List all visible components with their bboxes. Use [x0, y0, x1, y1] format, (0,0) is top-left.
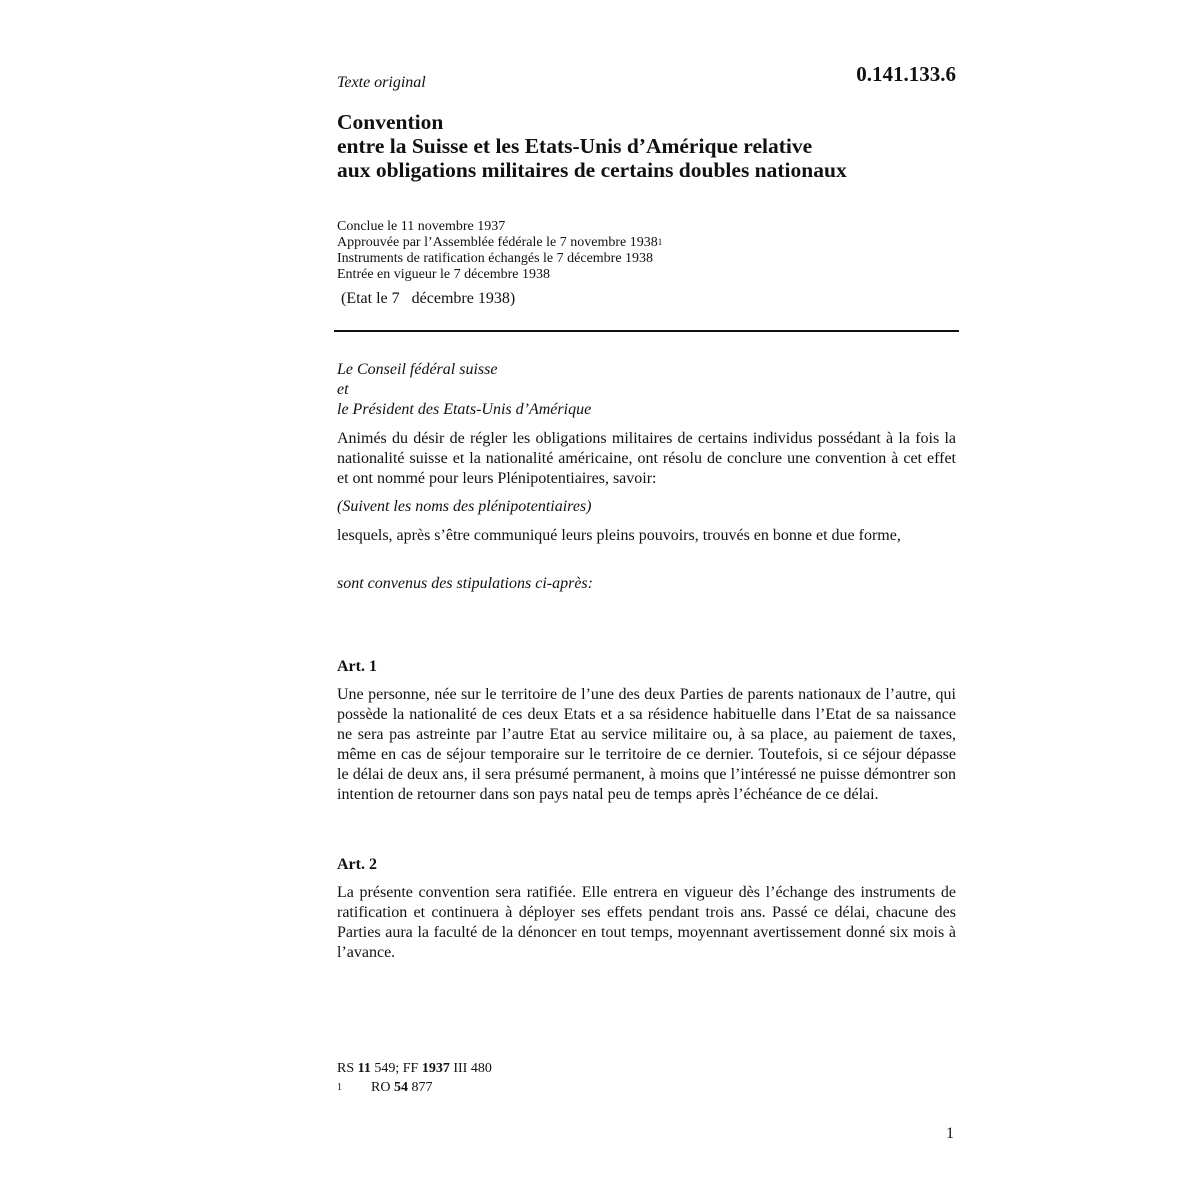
preamble-party-1: Le Conseil fédéral suisse [337, 361, 498, 378]
footnote-1 [337, 1078, 492, 1097]
entry-into-force-date: Entrée en vigueur le 7 décembre 1938 [337, 267, 551, 282]
status-suffix: décembre 1938) [411, 290, 516, 307]
ratification-date: Instruments de ratification échangés le 7 décembre 1938 [337, 251, 654, 266]
status-prefix: (Etat le 7 [341, 290, 400, 307]
footnote-ro-volume: 54 [393, 1080, 408, 1095]
footnote-ro-page: 877 [411, 1080, 433, 1095]
title-line-1: Convention [337, 110, 444, 134]
article-2-text: La présente convention sera ratifiée. Elle entrera en vigueur dès l’échange des instruments de ratification et continuera à déployer ses effets pendant trois ans. Passé ce délai, chacune des Parties aura la faculté de la dénoncer en tout temps, moyennant avertissement donné six mois à l’avance. [337, 884, 956, 961]
footnote-number: 1 [337, 1082, 342, 1093]
source-reference [337, 1059, 492, 1078]
status-date [341, 290, 515, 308]
title-line-3: aux obligations militaires de certains doubles nationaux [337, 158, 847, 182]
treaty-metadata [337, 219, 662, 283]
original-text-label: Texte original [337, 74, 426, 91]
approval-date [337, 235, 662, 251]
document-title [337, 110, 847, 182]
systematic-number: 0.141.133.6 [856, 62, 956, 86]
preamble-paragraph: Animés du désir de régler les obligations militaires de certains individus possédant à la fois la nationalité suisse et la nationalité américaine, ont résolu de conclure une convention à cet effet et ont nommé pour leurs Plénipotentiaires, savoir: [337, 430, 956, 487]
title-line-2: entre la Suisse et les Etats-Unis d’Amérique relative [337, 134, 813, 158]
approval-text: Approuvée par l’Assemblée fédérale le 7 novembre 1938 [337, 235, 658, 250]
article-1-heading: Art. 1 [337, 658, 377, 675]
article-1-text: Une personne, née sur le territoire de l’une des deux Parties de parents nationaux de l’autre, qui possède la nationalité de ces deux Etats et a sa résidence habituelle dans l’Etat de sa naissance ne sera pas astreinte par l’autre Etat au service militaire ou, à sa place, au paiement de taxes, même en cas de séjour temporaire sur le territoire de ce dernier. Toutefois, si ce séjour dépasse le délai de deux ans, il sera présumé permanent, à moins que l’intéressé ne puisse démontrer son intention de retourner dans son pays natal peu de temps après l’échéance de ce délai. [337, 686, 956, 803]
page-number: 1 [946, 1125, 954, 1142]
footnotes [337, 1059, 492, 1097]
ref-rs: RS [337, 1061, 355, 1076]
plenipotentiaries-note: (Suivent les noms des plénipotentiaires) [337, 498, 592, 515]
footnote-ro: RO [371, 1080, 391, 1095]
header-divider [334, 330, 959, 332]
ref-ff-rest: III 480 [453, 1061, 492, 1076]
ref-rs-page: 549; FF [374, 1061, 419, 1076]
concluded-date: Conclue le 11 novembre 1937 [337, 219, 506, 234]
article-2-heading: Art. 2 [337, 856, 377, 873]
preamble-party-2: le Président des Etats-Unis d’Amérique [337, 401, 592, 418]
ref-ff-year: 1937 [421, 1061, 450, 1076]
footnote-ref-1[interactable]: 1 [657, 237, 663, 247]
agreed-stipulations: sont convenus des stipulations ci-après: [337, 575, 593, 592]
preamble-conjunction: et [337, 381, 349, 398]
powers-paragraph: lesquels, après s’être communiqué leurs pleins pouvoirs, trouvés en bonne et due forme, [337, 527, 901, 544]
ref-rs-volume: 11 [357, 1061, 371, 1076]
